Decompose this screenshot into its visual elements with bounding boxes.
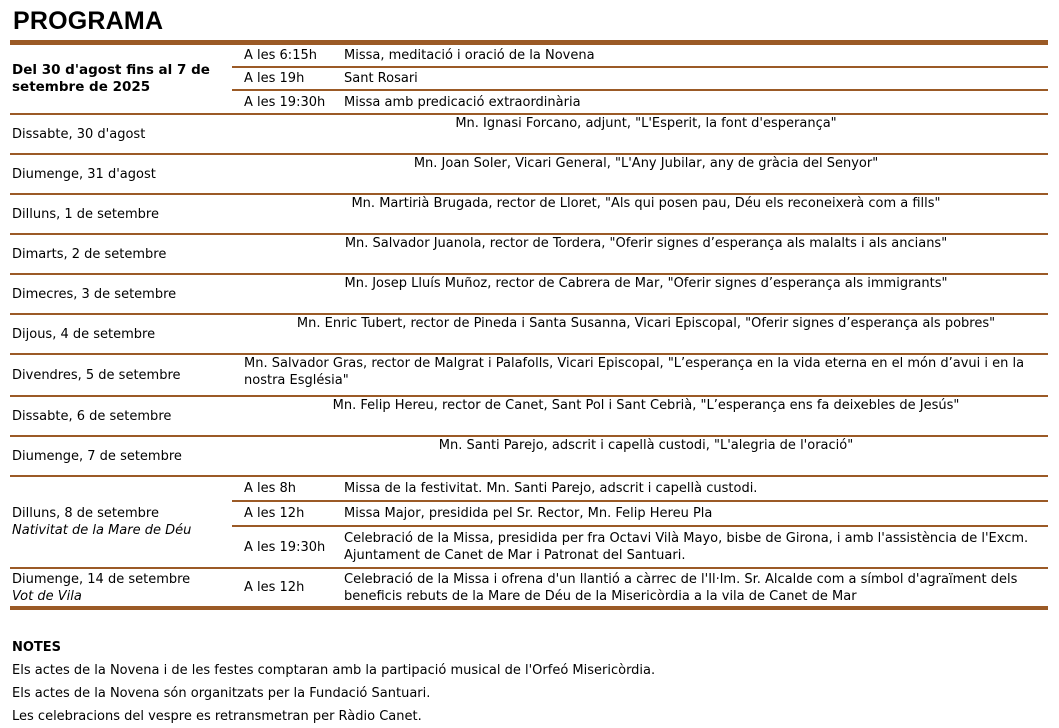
programme-row	[10, 355, 1048, 397]
schedule-line	[232, 527, 1048, 567]
note-item: Les celebracions del vespre es retransmetran per Ràdio Canet.	[12, 709, 422, 724]
programme-table	[10, 45, 1048, 610]
line-text: Sant Rosari	[344, 71, 418, 86]
row-subtitle: Vot de Vila	[12, 588, 82, 604]
row-date: Divendres, 5 de setembre	[12, 367, 181, 383]
row-subtitle: Nativitat de la Mare de Déu	[12, 523, 192, 538]
row-text: Mn. Salvador Gras, rector de Malgrat i Palafolls, Vicari Episcopal, "L’esperança en la vida eterna en el món d’avui i en la nostra Església"	[244, 356, 1025, 388]
programme-row	[10, 115, 1048, 155]
row-text: Mn. Joan Soler, Vicari General, "L'Any Jubilar, any de gràcia del Senyor"	[413, 156, 879, 171]
schedule-line	[232, 68, 1048, 91]
line-time: A les 6:15h	[244, 48, 317, 63]
line-time: A les 19:30h	[244, 539, 326, 555]
row-text: Mn. Ignasi Forcano, adjunt, "L'Esperit, la font d'esperança"	[455, 116, 837, 131]
note-item: Els actes de la Novena són organitzats per la Fundació Santuari.	[12, 686, 431, 701]
row-date: Diumenge, 31 d'agost	[12, 166, 156, 182]
line-time: A les 12h	[244, 506, 305, 521]
row-text: Mn. Enric Tubert, rector de Pineda i Santa Susanna, Vicari Episcopal, "Oferir signes d’esperança als pobres"	[296, 316, 996, 331]
line-text: Missa Major, presidida pel Sr. Rector, Mn. Felip Hereu Pla	[344, 506, 713, 521]
note-item: Els actes de la Novena i de les festes comptaran amb la partipació musical de l'Orfeó Misericòrdia.	[12, 663, 656, 678]
row-text: Mn. Josep Lluís Muñoz, rector de Cabrera de Mar, "Oferir signes d’esperança als immigrants"	[344, 276, 948, 291]
row-date: Dissabte, 30 d'agost	[12, 126, 146, 142]
programme-row	[10, 235, 1048, 275]
row-date: Diumenge, 7 de setembre	[12, 448, 182, 464]
row-date: Dijous, 4 de setembre	[12, 326, 156, 342]
programme-row	[10, 477, 1048, 569]
line-time: A les 8h	[244, 481, 297, 496]
line-time: A les 19h	[244, 71, 305, 86]
schedule-line	[232, 502, 1048, 527]
row-date: Diumenge, 14 de setembre	[12, 571, 191, 587]
notes-title: NOTES	[12, 640, 62, 655]
row-date: Dissabte, 6 de setembre	[12, 408, 172, 424]
line-time: A les 19:30h	[244, 94, 326, 110]
line-text: Celebració de la Missa, presidida per fra Octavi Vilà Mayo, bisbe de Girona, i amb l'assistència de l'Excm. Ajuntament de Canet de Mar i Patronat del Santuari.	[344, 531, 1029, 563]
schedule-line	[232, 91, 1048, 113]
schedule-line	[232, 569, 1048, 606]
programme-row	[10, 45, 1048, 115]
row-date: Dimecres, 3 de setembre	[12, 286, 177, 302]
line-time: A les 12h	[244, 580, 305, 595]
line-text: Missa amb predicació extraordinària	[344, 94, 581, 110]
line-text: Missa de la festivitat. Mn. Santi Parejo, adscrit i capellà custodi.	[344, 481, 758, 496]
row-date: Dimarts, 2 de setembre	[12, 246, 167, 262]
programme-row	[10, 569, 1048, 610]
row-text: Mn. Martirià Brugada, rector de Lloret, "Als qui posen pau, Déu els reconeixerà com a fills"	[351, 196, 941, 211]
row-date: Dilluns, 1 de setembre	[12, 206, 159, 222]
row-date: Dilluns, 8 de setembre	[12, 506, 159, 521]
programme-row	[10, 437, 1048, 477]
line-text: Celebració de la Missa i ofrena d'un llantió a càrrec de l'Il·lm. Sr. Alcalde com a símbol d'agraïment dels beneficis rebuts de la Mare de Déu de la Misericòrdia a la vila de Canet de Mar	[344, 571, 1018, 604]
page-title: PROGRAMA	[13, 7, 164, 35]
line-text: Missa, meditació i oració de la Novena	[344, 48, 595, 63]
schedule-line	[232, 477, 1048, 502]
row-text: Mn. Santi Parejo, adscrit i capellà custodi, "L'alegria de l'oració"	[438, 438, 854, 453]
notes-section	[12, 636, 655, 728]
programme-row	[10, 315, 1048, 355]
programme-row	[10, 397, 1048, 437]
programme-row	[10, 195, 1048, 235]
schedule-line	[232, 45, 1048, 68]
row-text: Mn. Felip Hereu, rector de Canet, Sant Pol i Sant Cebrià, "L’esperança ens fa deixebles de Jesús"	[332, 398, 960, 413]
programme-row	[10, 275, 1048, 315]
row-text: Mn. Salvador Juanola, rector de Tordera, "Oferir signes d’esperança als malalts i als ancians"	[344, 236, 948, 251]
row-date: Del 30 d'agost fins al 7 de setembre de 2025	[12, 62, 210, 95]
programme-row	[10, 155, 1048, 195]
